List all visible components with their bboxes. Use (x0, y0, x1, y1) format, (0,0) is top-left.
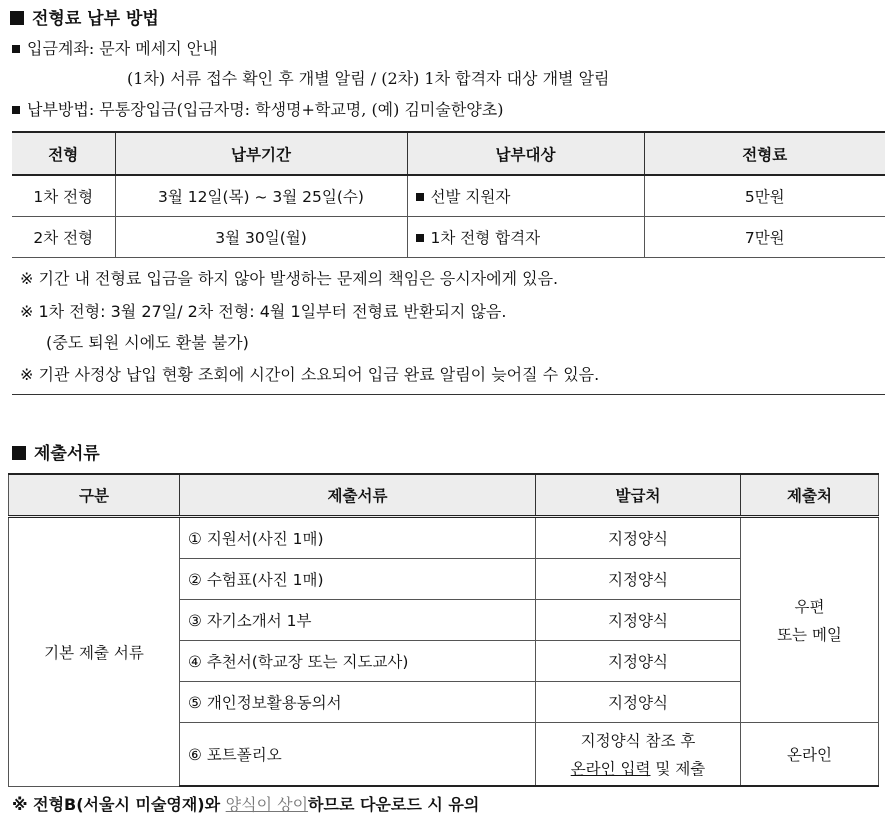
issuer-line2: 온라인 입력 및 제출 (570, 760, 706, 778)
submit-to-cell (741, 517, 879, 723)
format-differs-text: 양식이 상이 (225, 795, 309, 814)
square-bullet-icon (416, 234, 424, 242)
square-bullet-icon (416, 193, 424, 201)
period-cell: 3월 30일(월) (115, 217, 407, 258)
document-cell: ① 지원서(사진 1매) (180, 517, 536, 559)
header-fee: 전형료 (644, 132, 885, 175)
submit-post-line1: 우편 (794, 598, 825, 616)
issuer-cell (536, 723, 741, 787)
account-detail: (1차) 서류 접수 확인 후 개별 알림 / (2차) 1차 합격자 대상 개별 알림 (127, 69, 610, 88)
fee-table (12, 131, 885, 258)
square-bullet-icon (12, 446, 26, 460)
table-row (9, 517, 879, 559)
payment-method: 납부방법: 무통장입금(입금자명: 학생명+학교명, (예) 김미술한양초) (12, 97, 503, 120)
header-document: 제출서류 (180, 474, 536, 517)
square-bullet-icon (12, 106, 20, 114)
category-cell: 기본 제출 서류 (9, 517, 180, 787)
submit-post-line2: 또는 메일 (777, 626, 842, 644)
document-cell: ③ 자기소개서 1부 (180, 600, 536, 641)
fee-section-title: 전형료 납부 방법 (10, 4, 159, 29)
note-1: ※ 기간 내 전형료 입금을 하지 않아 발생하는 문제의 책임은 응시자에게 있음. (20, 269, 559, 288)
issuer-cell: 지정양식 (536, 517, 741, 559)
issuer-cell: 지정양식 (536, 682, 741, 723)
table-row (12, 217, 885, 258)
document-cell: ④ 추천서(학교장 또는 지도교사) (180, 641, 536, 682)
document-cell: ⑥ 포트폴리오 (180, 723, 536, 787)
documents-table (8, 473, 879, 787)
square-bullet-icon (12, 45, 20, 53)
target-cell: 1차 전형 합격자 (407, 217, 644, 258)
stage-cell: 2차 전형 (12, 217, 115, 258)
period-cell: 3월 12일(목) ~ 3월 25일(수) (115, 175, 407, 217)
document-cell: ⑤ 개인정보활용동의서 (180, 682, 536, 723)
account-info: 입금계좌: 문자 메세지 안내 (12, 36, 218, 59)
table-row (12, 175, 885, 217)
table-header-row (12, 132, 885, 175)
docs-section-title: 제출서류 (12, 439, 100, 464)
note-2: ※ 1차 전형: 3월 27일/ 2차 전형: 4월 1일부터 전형료 반환되지 않음. (20, 302, 507, 321)
fee-cell: 7만원 (644, 217, 885, 258)
issuer-cell: 지정양식 (536, 559, 741, 600)
online-input-text: 온라인 입력 (570, 760, 651, 778)
stage-cell: 1차 전형 (12, 175, 115, 217)
header-stage: 전형 (12, 132, 115, 175)
note-2-detail: (중도 퇴원 시에도 환불 불가) (46, 333, 249, 352)
submit-online-cell: 온라인 (741, 723, 879, 787)
fee-cell: 5만원 (644, 175, 885, 217)
footer-note: ※ 전형B(서울시 미술영재)와 양식이 상이하므로 다운로드 시 유의 (12, 795, 480, 814)
section-divider (12, 394, 885, 395)
issuer-cell: 지정양식 (536, 600, 741, 641)
document-cell: ② 수험표(사진 1매) (180, 559, 536, 600)
target-cell: 선발 지원자 (407, 175, 644, 217)
table-header-row (9, 474, 879, 517)
issuer-line1: 지정양식 참조 후 (580, 732, 696, 750)
header-issuer: 발급처 (536, 474, 741, 517)
issuer-cell: 지정양식 (536, 641, 741, 682)
header-category: 구분 (9, 474, 180, 517)
header-submit-to: 제출처 (741, 474, 879, 517)
square-bullet-icon (10, 11, 24, 25)
note-3: ※ 기관 사정상 납입 현황 조회에 시간이 소요되어 입금 완료 알림이 늦어질 수 있음. (20, 365, 600, 384)
header-target: 납부대상 (407, 132, 644, 175)
header-period: 납부기간 (115, 132, 407, 175)
